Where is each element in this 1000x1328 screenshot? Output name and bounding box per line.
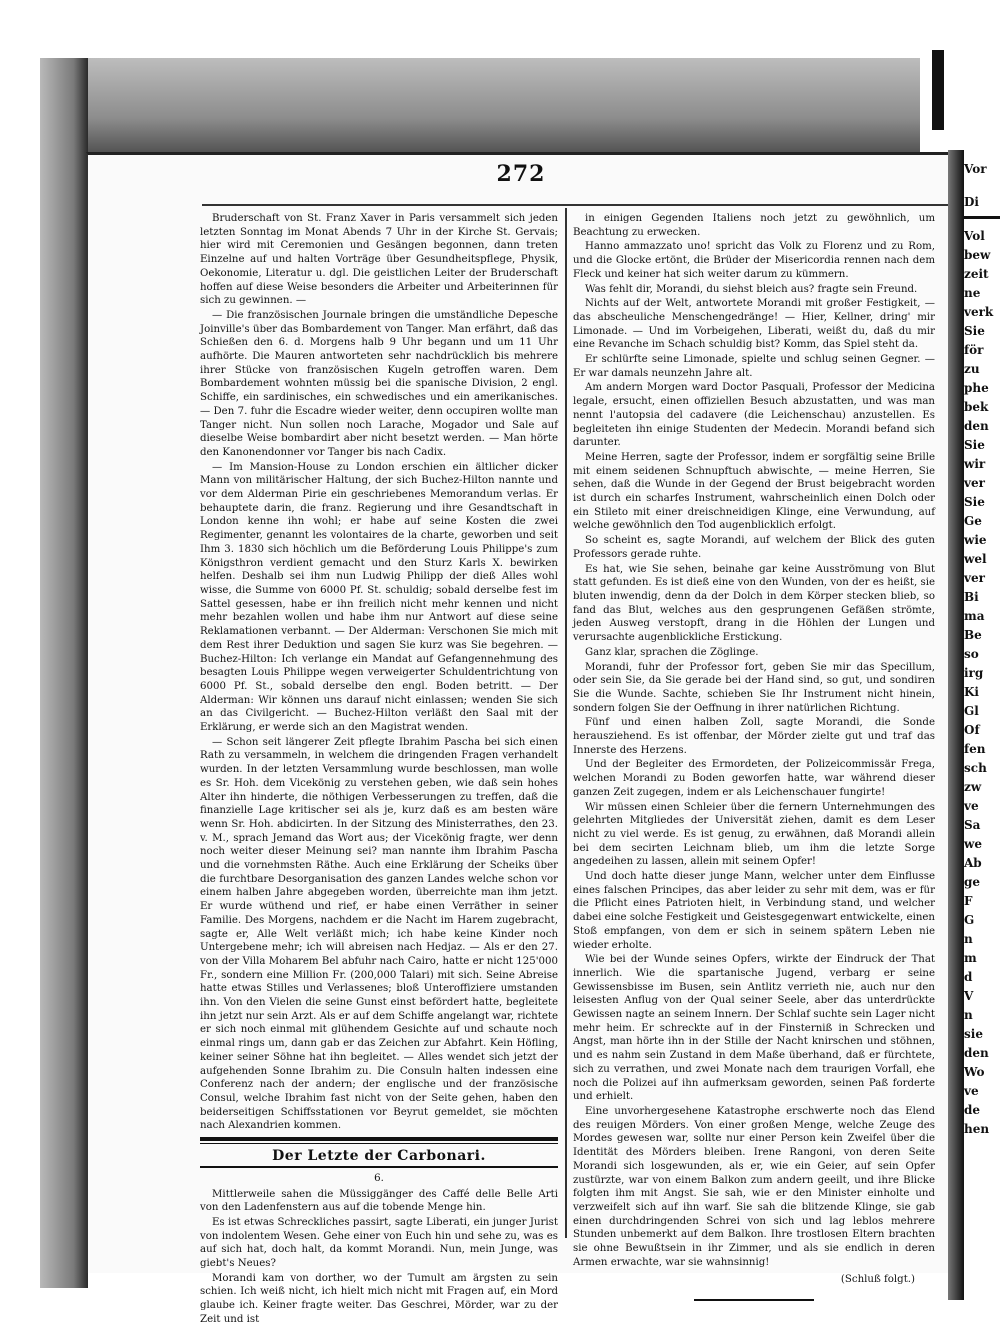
next-page-line: ver xyxy=(964,476,985,490)
story-paragraph: Morandi, fuhr der Professor fort, geben Sie mir das Specillum, oder sein Sie, da Sie gerade bei der Hand sind, so gut, und sondiren Sie die Wunde. Sachte, schieben Sie Ihr Instrument nicht hinein, sondern folgen Sie der Oeffnung in ihrer natürlichen Richtung. xyxy=(573,661,935,714)
story-paragraph: Am andern Morgen ward Doctor Pasquali, Professor der Medicina legale, ersucht, einen offiziellen Besuch abzustatten, und was man nennt l'autopsia del cadavere (die Leichenschau) anzustellen. Es begleiteten ihn einige Studenten der Medecin. Morandi befand sich darunter. xyxy=(573,382,935,449)
header-rule xyxy=(202,204,960,206)
next-page-line: n xyxy=(964,932,973,946)
story-paragraph: Wie bei der Wunde seines Opfers, wirkte der Eindruck der That innerlich. Wie die spartanische Jugend, verbarg er seine Gewissensbisse im Busen, sein Antlitz verrieth nie, auch nur den leisesten Anflug von der Qual seiner Seele, aber das unterdrückte Gewissen nagte an seinem Innern. Der Schlaf suchte sein Lager nicht mehr heim. Er schreckte auf in der Finsterniß in Schrecken und Angst, man hörte ihn in der Stille der Nacht knirschen und stöhnen, und es nahm sein Zustand in dem Maße überhand, daß er fürchtete, sich zu verrathen, und zwei Monate nach dem traurigen Vorfall, ehe noch die Polizei auf ihn aufmerksam geworden, seinen Paß forderte und erhielt. xyxy=(573,954,935,1103)
next-page-line: Sie xyxy=(964,324,985,338)
next-page-line: Vol xyxy=(964,229,985,243)
left-column xyxy=(200,212,558,1328)
left-articles xyxy=(200,212,558,1133)
next-page-line: Sa xyxy=(964,818,981,832)
story-paragraph: Morandi kam von dorther, wo der Tumult am ärgsten zu sein schien. Ich weiß nicht, ich hielt mich nicht mit Fragen auf, ein Mord glaube ich. Keiner fragte weiter. Das Geschrei, Mörder, war zu der Zeit und ist xyxy=(200,1272,558,1325)
story-paragraph: Hanno ammazzato uno! spricht das Volk zu Florenz und zu Rom, und die Glocke ertönt, die Brüder der Misericordia rennen nach dem Fleck und keiner hat sich weiter darum zu kümmern. xyxy=(573,241,935,280)
next-page-line: ver xyxy=(964,571,985,585)
column-divider xyxy=(565,208,567,1238)
story-paragraph: Es hat, wie Sie sehen, beinahe gar keine Ausströmung von Blut statt gefunden. Es ist dieß eine von den Wunden, von der es heißt, sie bluten inwendig, denn da der Dolch in dem Körper stecken blieb, so fand das Blut, welches aus den gesprungenen Gefäßen strömte, jeden Ausweg verstopft, drang in die Höhlen der Lungen und verursachte augenblickliche Erstickung. xyxy=(573,563,935,644)
next-page-line: V xyxy=(964,989,974,1003)
section-rule-thin xyxy=(200,1143,558,1144)
section-rule xyxy=(200,1137,558,1141)
story-paragraph: Er schlürfte seine Limonade, spielte und schlug seinen Gegner. — Er war damals neunzehn Jahre alt. xyxy=(573,354,935,379)
next-page-line: ve xyxy=(964,799,979,813)
next-page-line: ma xyxy=(964,609,985,623)
next-page-line: Of xyxy=(964,723,980,737)
story-paragraph: Eine unvorhergesehene Katastrophe erschwerte noch das Elend des reuigen Mörders. Von einer großen Menge, welche Zeuge des Mordes gewesen war, sollte nur einer Person kein Zweifel über die Identität des Mörders bleiben. Irene Rangoni, von deren Seite Morandi sich losgewunden, als er, wie ein Geier, auf sein Opfer zustürzte, war von einem Balkon zum andern geeilt, und ihre Blicke folgten ihm mit Angst. Sie sah, wie er den Minister einholte und verzweifelt sich auf ihn warf. Sie sah die blitzende Klinge, sie gab einen durchdringenden Schrei von sich und lag leblos mehrere Stunden unbemerkt auf dem Balkon. Ihre trostlosen Eltern brachten sie ohne Bewußtsein in ihr Zimmer, und als sie endlich in deren Armen erwachte, war sie wahnsinnig! xyxy=(573,1106,935,1268)
article-paragraph: — Die französischen Journale bringen die umständliche Depesche Joinville's über das Bombardement von Tanger. Man erfährt, daß das Schießen den 6. d. Morgens halb 9 Uhr begann und um 11 Uhr aufhörte. Die Mauren antworteten sehr nachdrücklich bis mehrere ihrer Stücke von französischen Kugeln getroffen waren. Dem Bombardement wohnten müssig bei die spanische Division, 2 engl. Schiffe, ein sardinisches, ein schwedisches und ein amerikanisches. — Den 7. fuhr die Escadre wieder weiter, denn occupiren wollte man Tanger nicht. Nun sollen noch Larache, Mogador und Sale auf dieselbe Weise bombardirt aber nicht besetzt werden. — Man hörte den Kanonendonner vor Tanger bis nach Cadix. xyxy=(200,309,558,458)
next-page-line: m xyxy=(964,951,977,965)
next-page-line: ve xyxy=(964,1084,979,1098)
story-paragraph: Mittlerweile sahen die Müssiggänger des Caffé delle Belle Arti von den Ladenfenstern aus auf die tobende Menge hin. xyxy=(200,1188,558,1214)
next-page-line: G xyxy=(964,913,975,927)
next-page-line: n xyxy=(964,1008,973,1022)
scan-shadow-top xyxy=(40,58,920,158)
story-paragraph: Und doch hatte dieser junge Mann, welcher unter dem Einflusse eines falschen Principes, das aber leider zu sehr mit dem, was er für die Pflicht eines Patrioten hielt, in Verbindung stand, und welcher dabei eine solche Festigkeit und Geistesgegenwart entwickelte, einen Stoß empfangen, von dem er sich in seinem spätern Leben nie wieder erholte. xyxy=(573,871,935,951)
to-be-continued: (Schluß folgt.) xyxy=(840,1274,915,1286)
next-page-line: wel xyxy=(964,552,987,566)
next-page-line: sie xyxy=(964,1027,983,1041)
next-page-line: bew xyxy=(964,248,991,262)
article-paragraph: Bruderschaft von St. Franz Xaver in Paris versammelt sich jeden letzten Sonntag im Monat Abends 7 Uhr in der Kirche St. Gervais; hier wird mit Ceremonien und Gesängen begonnen, dann treten Einzelne auf und halten Vorträge über Gesundheitspflege, Physik, Oekonomie, Literatur u. dgl. Die geistlichen Leiter der Bruderschaft hoffen auf diese Weise besonders die Arbeiter und Arbeiterinnen für sich zu gewinnen. — xyxy=(200,213,558,307)
next-page-line: wie xyxy=(964,533,987,547)
story-paragraph: Meine Herren, sagte der Professor, indem er sorgfältig seine Brille mit einem seidenen Schnupftuch abwischte, — meine Herren, Sie sehen, daß die Wunde in der Gegend der Brust beigebracht worden ist durch ein scharfes Instrument, wahrscheinlich einen Dolch oder ein Stileto mit einer dreischneidigen Klinge, eine Verwundung, auf welche gewöhnlich den Tod augenblicklich erfolgt. xyxy=(573,451,935,532)
story-paragraph: Fünf und einen halben Zoll, sagte Morandi, die Sonde herausziehend. Es ist offenbar, der Mörder zielte gut und traf das Innerste des Herzens. xyxy=(573,717,935,756)
article-paragraph: — Im Mansion-House zu London erschien ein ältlicher dicker Mann von militärischer Haltung, der sich Buchez-Hilton nannte und vor dem Alderman Pirie ein geschriebenes Memorandum verlas. Er behauptete darin, die franz. Regierung und ihre Gesandtschaft in London kenne ihn wohl; er habe auf seine Kosten die zwei Regimenter, genannt les volontaires de la charte, geworben und seit Ihm 3. 1830 sich höchlich um die Beförderung Louis Philippe's zum Königsthron verdient gemacht und den Sturz Karls X. bewirken helfen. Deshalb sei ihm nun Ludwig Philipp der dieß Alles wohl wisse, die Summe von 6000 Pf. St. schuldig; sobald derselbe fest im Sattel gesessen, habe er ihn freilich nicht mehr kennen und nicht mehr bezahlen wollen und habe ihm nur Antwort auf diese seine Reklamationen verbannt. — Der Alderman: Verschonen Sie mich mit dem Rest ihrer Deduktion und sagen Sie kurz was Sie begehren. — Buchez-Hilton: Ich verlange ein Mandat auf Gefangennehmung des besagten Louis Philippe wegen verweigerter Schuldentrichtung von 6000 Pf. St., sobald derselbe den engl. Boden betritt. — Der Alderman: Wir können uns darauf nicht einlassen; wenden Sie sich an das Civilgericht. — Buchez-Hilton verläßt den Saal mit der Erklärung, er werde sich an den Magistrat wenden. xyxy=(200,461,558,734)
next-page-line: Sie xyxy=(964,438,985,452)
next-page-line: hen xyxy=(964,1122,990,1136)
right-column xyxy=(573,212,935,1301)
next-page-line: den xyxy=(964,419,989,433)
chapter-number: 6. xyxy=(374,1172,384,1184)
right-paragraphs xyxy=(573,212,935,1269)
next-page-line: verk xyxy=(964,305,994,319)
story-paragraph: in einigen Gegenden Italiens noch jetzt zu gewöhnlich, um Beachtung zu erwecken. xyxy=(573,213,935,238)
next-page-line: we xyxy=(964,837,982,851)
page-number: 272 xyxy=(496,161,546,187)
story-paragraph: Was fehlt dir, Morandi, du siehst bleich aus? fragte sein Freund. xyxy=(585,283,918,295)
next-page-line: F xyxy=(964,894,973,908)
next-page-line: Sie xyxy=(964,495,985,509)
story-paragraph: So scheint es, sagte Morandi, auf welchem der Blick des guten Professors gerade ruhte. xyxy=(573,535,935,560)
next-page-line: Be xyxy=(964,628,982,642)
next-page-line: Ki xyxy=(964,685,979,699)
story-paragraph: Wir müssen einen Schleier über die fernern Unternehmungen des gelehrten Mitgliedes der Universität ziehen, damit es dem Leser nicht zu viel werde. Es ist genug, zu erwähnen, daß Morandi allein bei dem secirten Leichnam blieb, um ihm die letzte Sorge angedeihen zu lassen, allein mit seinem Opfer! xyxy=(573,801,935,868)
next-page-line: sch xyxy=(964,761,987,775)
next-page-line: Gl xyxy=(964,704,979,718)
next-page-line: zw xyxy=(964,780,982,794)
next-page-line: Bi xyxy=(964,590,979,604)
next-page-line: zeit xyxy=(964,267,989,281)
next-page-line: Ge xyxy=(964,514,982,528)
next-page-line: Ab xyxy=(964,856,982,870)
end-rule xyxy=(694,1299,814,1301)
next-page-line: för xyxy=(964,343,984,357)
page-edge xyxy=(948,150,964,1300)
next-page-line: Di xyxy=(964,195,979,209)
next-page-line: bek xyxy=(964,400,989,414)
next-page-line: Vor xyxy=(964,162,987,176)
section-title: Der Letzte der Carbonari. xyxy=(272,1148,486,1165)
next-page-line: zu xyxy=(964,362,980,376)
story-paragraph: Es ist etwas Schreckliches passirt, sagte Liberati, ein junger Jurist von indolentem Wesen. Gehe einer von Euch hin und sehe zu, was es auf sich hat, doch halt, da kommt Morandi. Nun, mein Junge, was giebt's Neues? xyxy=(200,1216,558,1270)
next-page-rule xyxy=(964,216,1000,219)
next-page-line: ne xyxy=(964,286,981,300)
scan-shadow-left xyxy=(40,58,88,1288)
next-page-line: irg xyxy=(964,666,984,680)
next-page-fragment xyxy=(964,160,1000,1300)
next-page-line: Wo xyxy=(964,1065,985,1079)
next-page-line: de xyxy=(964,1103,981,1117)
next-page-line: d xyxy=(964,970,973,984)
story-paragraph: Ganz klar, sprachen die Zöglinge. xyxy=(585,646,759,658)
section-rule-bottom xyxy=(200,1166,558,1168)
story-paragraphs xyxy=(200,1188,558,1327)
next-page-gap xyxy=(964,179,1000,193)
next-page-line: den xyxy=(964,1046,989,1060)
next-page-line: so xyxy=(964,647,979,661)
next-page-line: wir xyxy=(964,457,986,471)
story-paragraph: Nichts auf der Welt, antwortete Morandi mit großer Festigkeit, — das abscheuliche Menschengedränge! — Hier, Kellner, dring' mir Limonade. — Und im Vorbeigehen, Liberati, weißt du, daß du mir eine Revanche im Schach schuldig bist? Komm, das Spiel steht da. xyxy=(573,298,935,351)
next-page-line: ge xyxy=(964,875,981,889)
next-page-line: fen xyxy=(964,742,986,756)
article-paragraph: — Schon seit längerer Zeit pflegte Ibrahim Pascha bei sich einen Rath zu versammeln, in welchem die dringenden Fragen verhandelt wurden. In der letzten Versammlung wurde beschlossen, man wolle es Sr. Hoh. dem Vicekönig zu verstehen geben, wie daß sein hohes Alter ihn hinderte, die nöthigen Verbesserungen zu treffen, daß die finanzielle Lage kritischer sei als je, kurz daß es am besten wäre wenn Sr. Hoh. abdicirten. In der Sitzung des Ministerrathes, den 23. v. M., sprach Jemand das Wort aus; der Vicekönig fragte, wer denn noch weiter dieser Meinung sei? man nannte ihm Ibrahim Pascha und die vornehmsten Räthe. Auch eine Erklärung der Scheiks über die furchtbare Desorganisation des ganzen Landes welche schon vor einem halben Jahre abgegeben worden, überreichte man ihm jetzt. Er wurde wüthend und rief, er habe einen Verräther in seiner Familie. Des Morgens, nachdem er die Nacht im Harem zugebracht, sagte er, Alle Welt verläßt mich; ich habe keine Kinder noch Untergebene mehr; ich will abreisen nach Hedjaz. — Als er den 27. von der Villa Moharem Bel abfuhr nach Cairo, hatte er nicht 125'000 Fr., sondern eine Million Fr. (200,000 Talari) mit sich. Seine Abreise hatte etwas Stilles und Verlassenes; bloß Unteroffiziere umstanden ihn. Von den Vielen die seine Gunst einst befördert hatte, begleitete ihn jetzt nur sein Arzt. Als er auf dem Schiffe angelangt war, richtete er sich noch einmal mit glühendem Gesichte auf und schaute noch einmal rings um, dann gab er das Zeichen zur Abfahrt. Kein Höfling, keiner seiner Söhne hat ihn begleitet. — Alles wendet sich jetzt der aufgehenden Sonne Ibrahim zu. Die Consuln halten indessen eine Conferenz nach der andern; der englische und der französische Consul, welche Ibrahim fast nicht von der Seite gehen, haben den beiderseitigen Schiffsstationen vor Beyrut gemeldet, sie möchten nach Alexandrien kommen. xyxy=(200,736,558,1132)
scan-mark xyxy=(932,50,944,130)
next-page-line: phe xyxy=(964,381,989,395)
story-paragraph: Und der Begleiter des Ermordeten, der Polizeicommissär Frega, welchen Morandi zu Boden geworfen hatte, war während dieser ganzen Zeit zugegen, indem er als Leichenschauer fungirte! xyxy=(573,759,935,798)
